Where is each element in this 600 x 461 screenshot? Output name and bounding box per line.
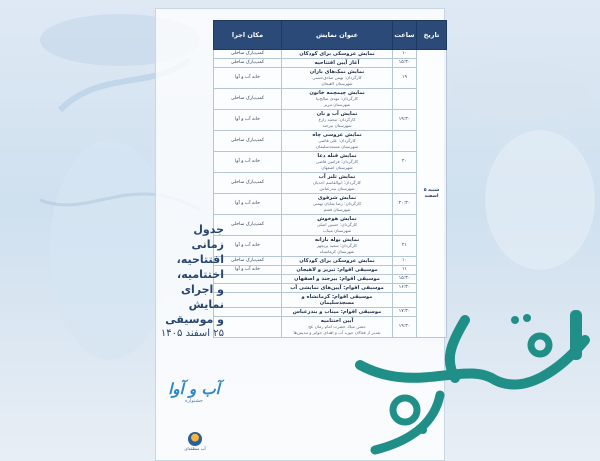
place-cell: خانه آب و آوا — [214, 266, 282, 275]
table-row — [214, 152, 447, 173]
show-title: نمایش شرفوی — [317, 195, 357, 201]
organization-logo-text: آب منطقه‌ای — [184, 446, 206, 451]
show-cell — [282, 68, 393, 89]
show-cell — [282, 152, 393, 173]
festival-logo-sub: جشنواره — [184, 398, 204, 404]
show-detail: تقدیر از فعالان حوزه آب و اهدای جوایز و تندیس‌ها — [293, 330, 381, 335]
table-row — [214, 236, 447, 257]
schedule-table — [213, 20, 447, 338]
time-cell: ۲۰ — [393, 152, 417, 173]
title-line: نمایش — [188, 298, 224, 311]
time-cell: ۱۹ — [393, 68, 417, 89]
place-cell: خانه آب و آوا — [214, 110, 282, 131]
table-row — [214, 275, 447, 284]
place-cell: کمپ‌پارک ساحلی — [214, 215, 282, 236]
table-row — [214, 266, 447, 275]
time-cell: ۱۰ — [393, 257, 417, 266]
show-title: نمایش عروسکی برای کودکان — [299, 258, 375, 264]
show-detail: کارگردان: مهدی صالح‌نیا — [316, 96, 358, 101]
time-cell — [393, 131, 417, 152]
table-row — [214, 215, 447, 236]
time-cell: ۱۵:۳۰ — [393, 59, 417, 68]
show-title: موسیقی اقوام: بیرجند و اصفهان — [294, 276, 380, 282]
time-cell: ۱۰ — [393, 50, 417, 59]
show-cell — [282, 89, 393, 110]
show-cell — [282, 194, 393, 215]
header-title: عنوان نمایش — [282, 21, 393, 50]
time-cell — [393, 89, 417, 110]
title-date: ۲۵ اسفند ۱۴۰۵ — [160, 328, 224, 339]
show-detail: شهرستان میناب — [322, 228, 352, 233]
show-cell — [282, 131, 393, 152]
organization-logo — [183, 432, 207, 451]
show-detail: کارگردان: ابوالقاسم احدیان — [313, 180, 361, 185]
show-cell — [282, 59, 393, 68]
watermark-logo — [345, 300, 595, 460]
show-title: نمایش عروسکی برای کودکان — [299, 51, 375, 57]
show-detail: شهرستان تبریز — [323, 102, 351, 107]
show-title: موسیقی اقوام: تبریز و لاهیجان — [296, 267, 378, 273]
title-line: زمانی — [191, 238, 224, 251]
schedule-title — [160, 222, 224, 341]
header-date: تاریخ — [417, 21, 447, 50]
place-cell: کمپ‌پارک ساحلی — [214, 89, 282, 110]
time-cell: ۱۶:۳۰ — [393, 284, 417, 293]
place-cell: خانه آب و آوا — [214, 236, 282, 257]
show-cell — [282, 236, 393, 257]
table-row — [214, 257, 447, 266]
time-cell — [393, 215, 417, 236]
show-title: نمایش قنله دعا — [317, 153, 357, 159]
show-cell — [282, 215, 393, 236]
time-cell: ۱۱ — [393, 266, 417, 275]
title-line: اختتامیه، — [177, 268, 224, 281]
place-cell: کمپ‌پارک ساحلی — [214, 131, 282, 152]
header-time: ساعت — [393, 21, 417, 50]
time-cell: ۱۹:۳۰ — [393, 317, 417, 338]
title-lines — [160, 222, 224, 327]
show-cell — [282, 50, 393, 59]
show-detail: شهرستان مسجدسلیمان — [315, 144, 358, 149]
table-row — [214, 173, 447, 194]
show-detail: کارگردان: محمد زارع — [318, 117, 356, 122]
show-detail: کارگردان: بهمن صادق‌حسنی — [312, 75, 362, 80]
table-header-row — [214, 21, 447, 50]
show-title: موسیقی اقوام: میناب و بندرعباس — [292, 309, 382, 315]
show-title: موسیقی اقوام: کرمانشاه و مسجدسلیمان — [301, 294, 373, 306]
show-title: موسیقی اقوام: آیین‌های نمایشی آب — [290, 285, 384, 291]
show-detail: شهرستان لاهیجان — [321, 81, 353, 86]
table-row — [214, 194, 447, 215]
header-place: مکان اجرا — [214, 21, 282, 50]
table-row — [214, 110, 447, 131]
show-cell — [282, 284, 393, 293]
table-row — [214, 50, 447, 59]
festival-logo-text: آب و آوا — [168, 380, 220, 398]
schedule-body — [214, 50, 447, 338]
time-cell: ۲۱ — [393, 236, 417, 257]
show-detail: کارگردان: حسین اصلی — [316, 222, 358, 227]
show-detail: کارگردان: رضا شایان بهمنی — [312, 201, 362, 206]
table-row — [214, 131, 447, 152]
show-cell — [282, 275, 393, 284]
show-detail: شهرستان اصفهان — [321, 165, 353, 170]
show-detail: کارگردان: سعید پریچهر — [316, 243, 358, 248]
title-line: افتتاحیه، — [176, 253, 224, 266]
show-title: نمایش عروسی چاه — [312, 132, 362, 138]
show-detail: شهرستان کرمانشاه — [319, 249, 355, 254]
time-cell: ۲۰:۳۰ — [393, 194, 417, 215]
place-cell: کمپ‌پارک ساحلی — [214, 50, 282, 59]
table-row — [214, 59, 447, 68]
time-cell: ۱۹:۳۰ — [393, 110, 417, 131]
show-title: نمایش بوله بارانه — [314, 237, 360, 243]
table-row — [214, 284, 447, 293]
show-title: نمایش چیمچمه خاتون — [309, 90, 365, 96]
show-detail: شهرستان قشم — [323, 207, 351, 212]
show-detail: کارگردان: علی قاضی — [318, 138, 356, 143]
show-detail: کارگردان: فرامین قاضی — [315, 159, 359, 164]
show-title: نمایش نمک‌های باران — [309, 69, 365, 75]
festival-logo — [166, 380, 222, 404]
place-cell: کمپ‌پارک ساحلی — [214, 173, 282, 194]
show-title: نمایش هوخوش — [317, 216, 357, 222]
show-detail: جشن میلاد حضرت امام زمان عج — [308, 324, 366, 329]
watermark-text: صفحه اقتصاد — [470, 450, 476, 451]
time-cell — [393, 173, 417, 194]
time-cell: ۱۵:۳۰ — [393, 275, 417, 284]
table-row — [214, 68, 447, 89]
table-row — [214, 89, 447, 110]
time-cell: ۱۷:۳۰ — [393, 308, 417, 317]
show-title: آیین اختتامیه — [320, 318, 354, 324]
show-cell — [282, 257, 393, 266]
place-cell: خانه آب و آوا — [214, 152, 282, 173]
title-line: و موسیقی — [165, 313, 224, 326]
show-title: نمایش آب و نان — [316, 111, 358, 117]
place-cell: خانه آب و آوا — [214, 68, 282, 89]
date-cell: شنبه ۵ اسفند — [417, 50, 447, 338]
title-line: و اجرای — [180, 283, 224, 296]
organization-logo-icon — [188, 432, 202, 446]
show-detail: شهرستان بیرجند — [322, 123, 352, 128]
place-cell: خانه آب و آوا — [214, 194, 282, 215]
show-cell — [282, 266, 393, 275]
show-cell — [282, 173, 393, 194]
show-title: آغاز آیین افتتاحیه — [314, 60, 360, 66]
title-line: جدول — [193, 223, 224, 236]
place-cell: کمپ‌پارک ساحلی — [214, 59, 282, 68]
place-cell: کمپ‌پارک ساحلی — [214, 257, 282, 266]
show-detail: شهرستان بندرعباس — [319, 186, 355, 191]
show-cell — [282, 110, 393, 131]
show-title: نمایش تلنر آب — [318, 174, 356, 180]
